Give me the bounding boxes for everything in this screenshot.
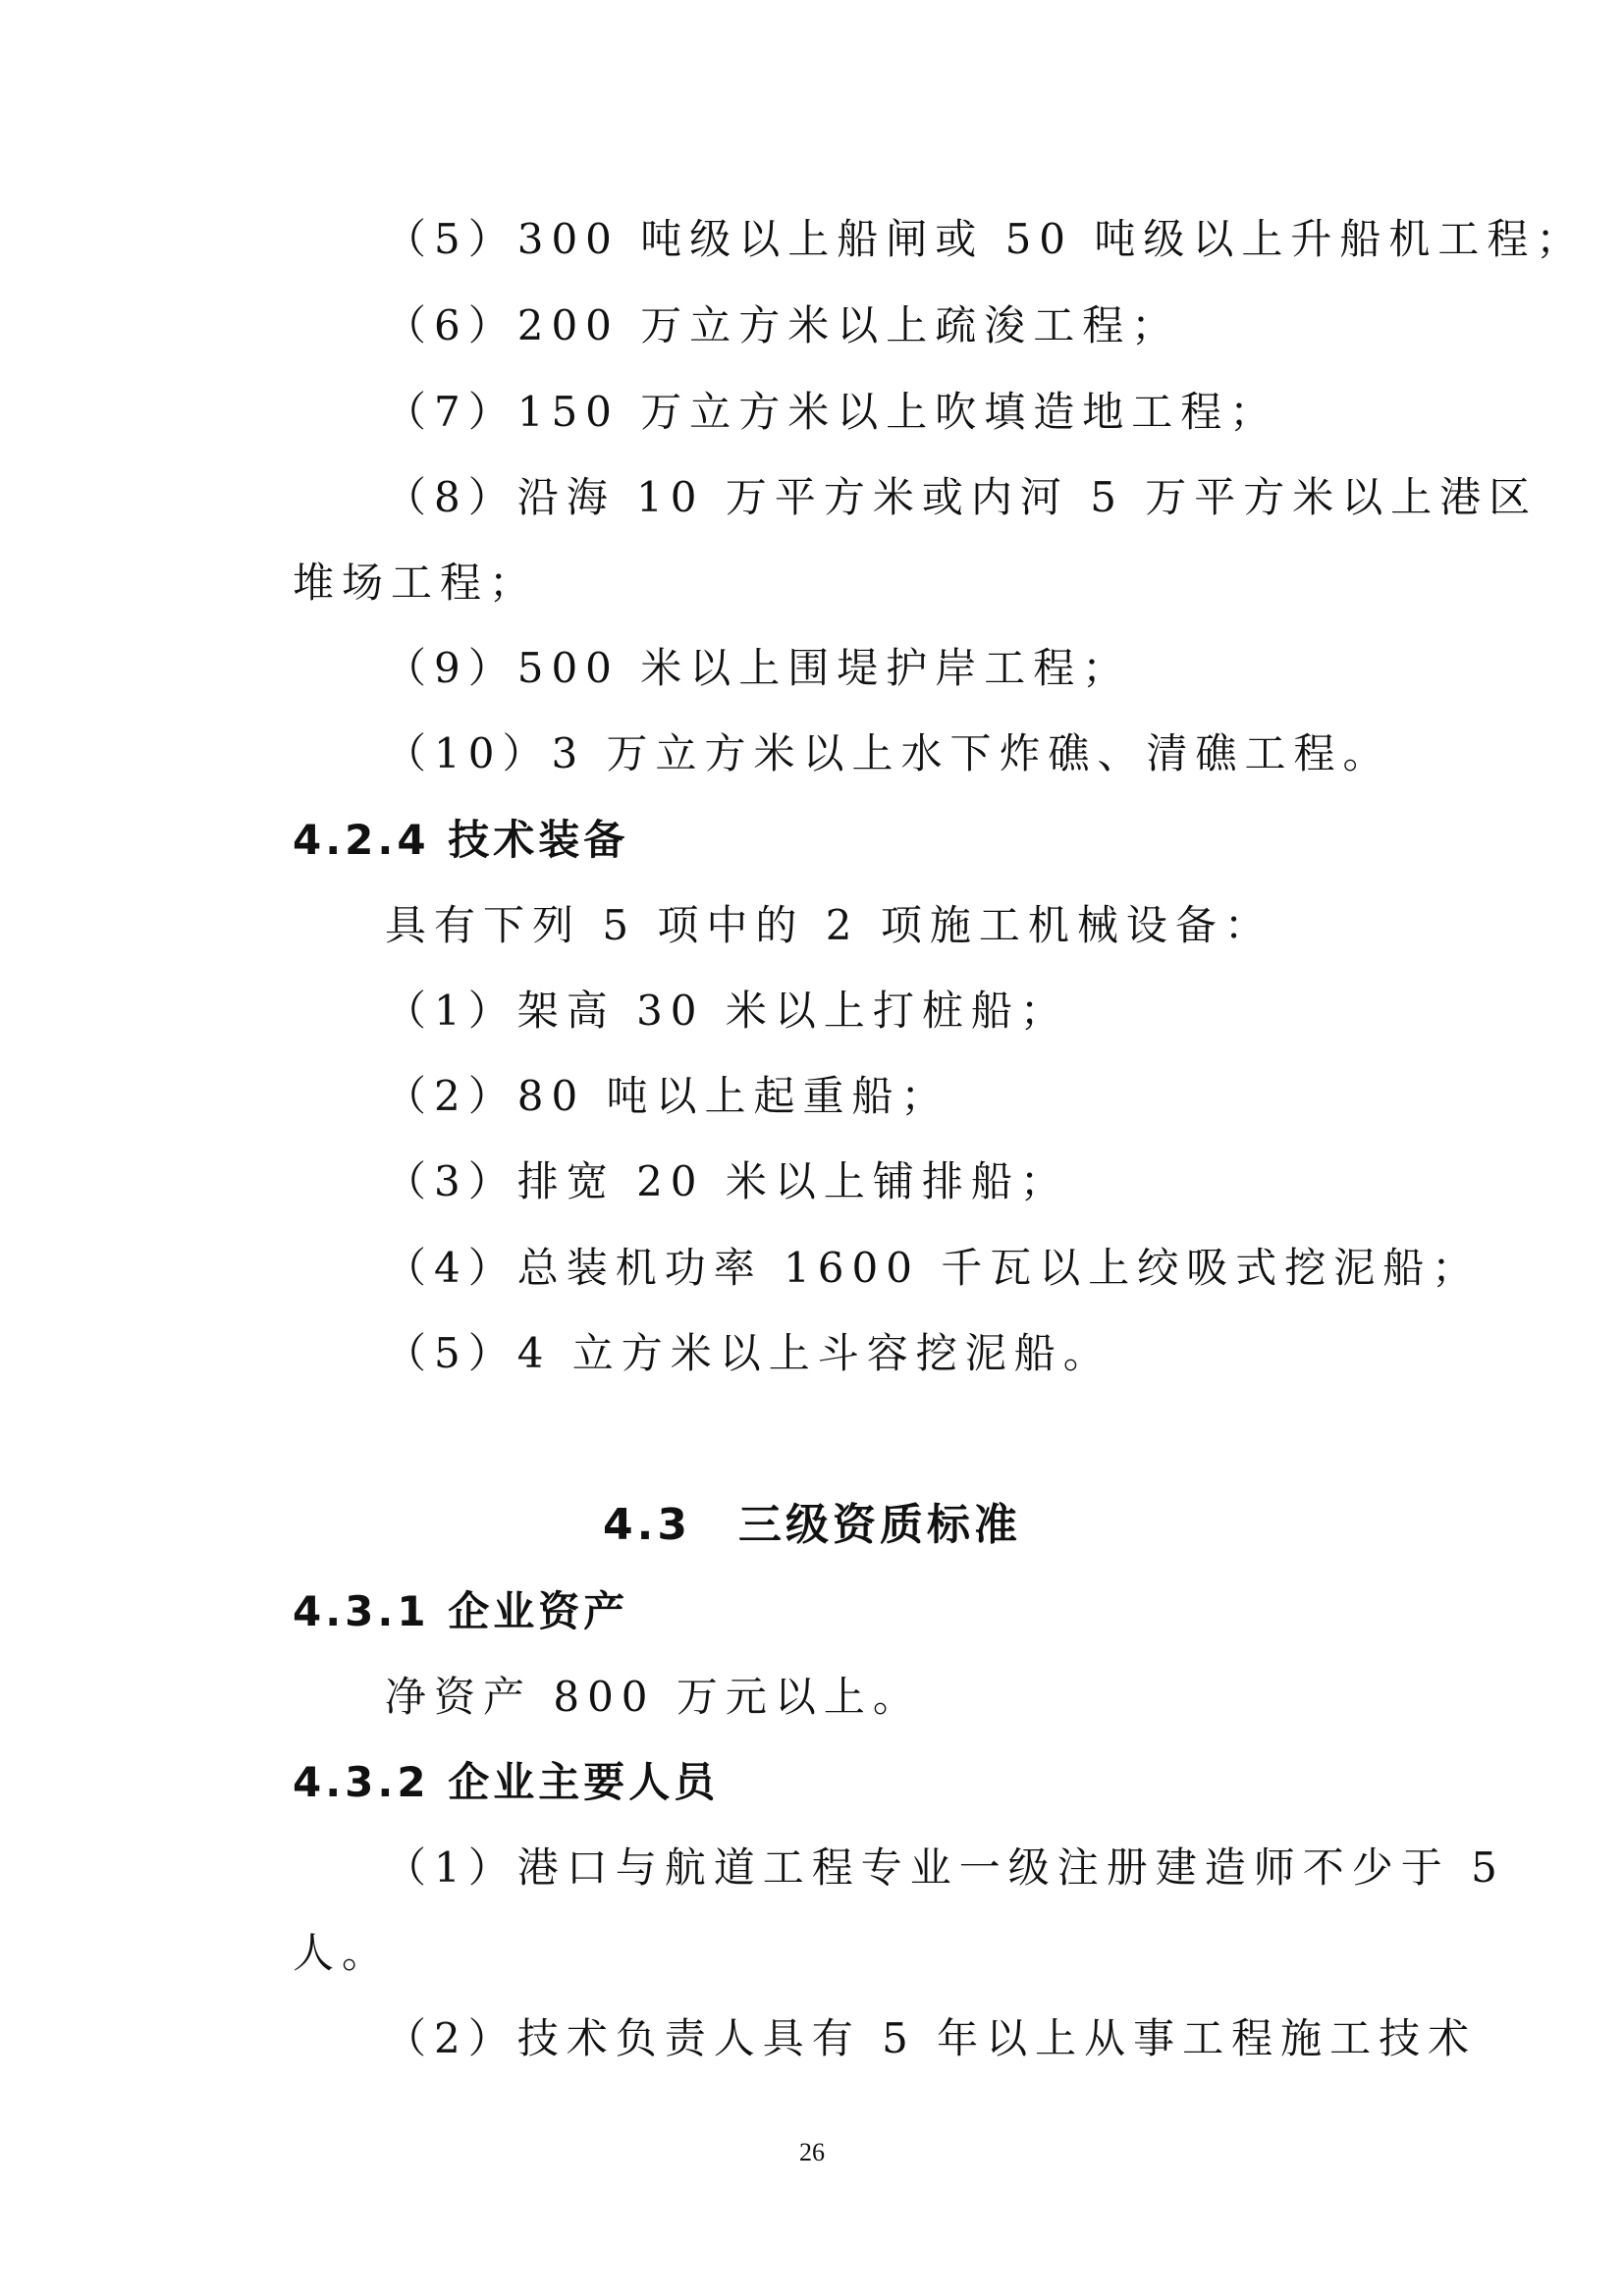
equipment-item-grab-dredger: （5）4 立方米以上斗容挖泥船。: [385, 1329, 1112, 1377]
section-title-4-3: 4.3 三级资质标准: [603, 1500, 1021, 1550]
page-number: 26: [799, 2138, 825, 2166]
personnel-item-constructor-continuation: 人。: [293, 1929, 392, 1977]
list-item-ship-lock: （5）300 吨级以上船闸或 50 吨级以上升船机工程；: [385, 215, 1586, 263]
equipment-item-cutter-dredger: （4）总装机功率 1600 千瓦以上绞吸式挖泥船；: [385, 1244, 1482, 1292]
assets-text: 净资产 800 万元以上。: [385, 1673, 922, 1721]
equipment-item-piling-ship: （1）架高 30 米以上打桩船；: [385, 987, 1069, 1035]
list-item-reef-blasting: （10）3 万立方米以上水下炸礁、清礁工程。: [385, 729, 1392, 777]
list-item-revetment: （9）500 米以上围堤护岸工程；: [385, 644, 1132, 692]
heading-4-3-1: 4.3.1 企业资产: [293, 1587, 629, 1635]
list-item-port-yard: （8）沿海 10 万平方米或内河 5 万平方米以上港区: [385, 473, 1539, 521]
equipment-item-mattress-ship: （3）排宽 20 米以上铺排船；: [385, 1157, 1069, 1205]
equipment-item-crane-ship: （2）80 吨以上起重船；: [385, 1072, 950, 1120]
equipment-intro: 具有下列 5 项中的 2 项施工机械设备：: [385, 901, 1273, 949]
heading-4-3-2: 4.3.2 企业主要人员: [293, 1758, 720, 1806]
personnel-item-technical-lead: （2）技术负责人具有 5 年以上从事工程施工技术: [385, 2014, 1478, 2062]
list-item-dredging: （6）200 万立方米以上疏浚工程；: [385, 301, 1181, 349]
list-item-port-yard-continuation: 堆场工程；: [293, 559, 539, 607]
heading-4-2-4: 4.2.4 技术装备: [293, 816, 629, 864]
list-item-land-reclamation: （7）150 万立方米以上吹填造地工程；: [385, 388, 1279, 436]
personnel-item-constructor: （1）港口与航道工程专业一级注册建造师不少于 5: [385, 1843, 1505, 1892]
